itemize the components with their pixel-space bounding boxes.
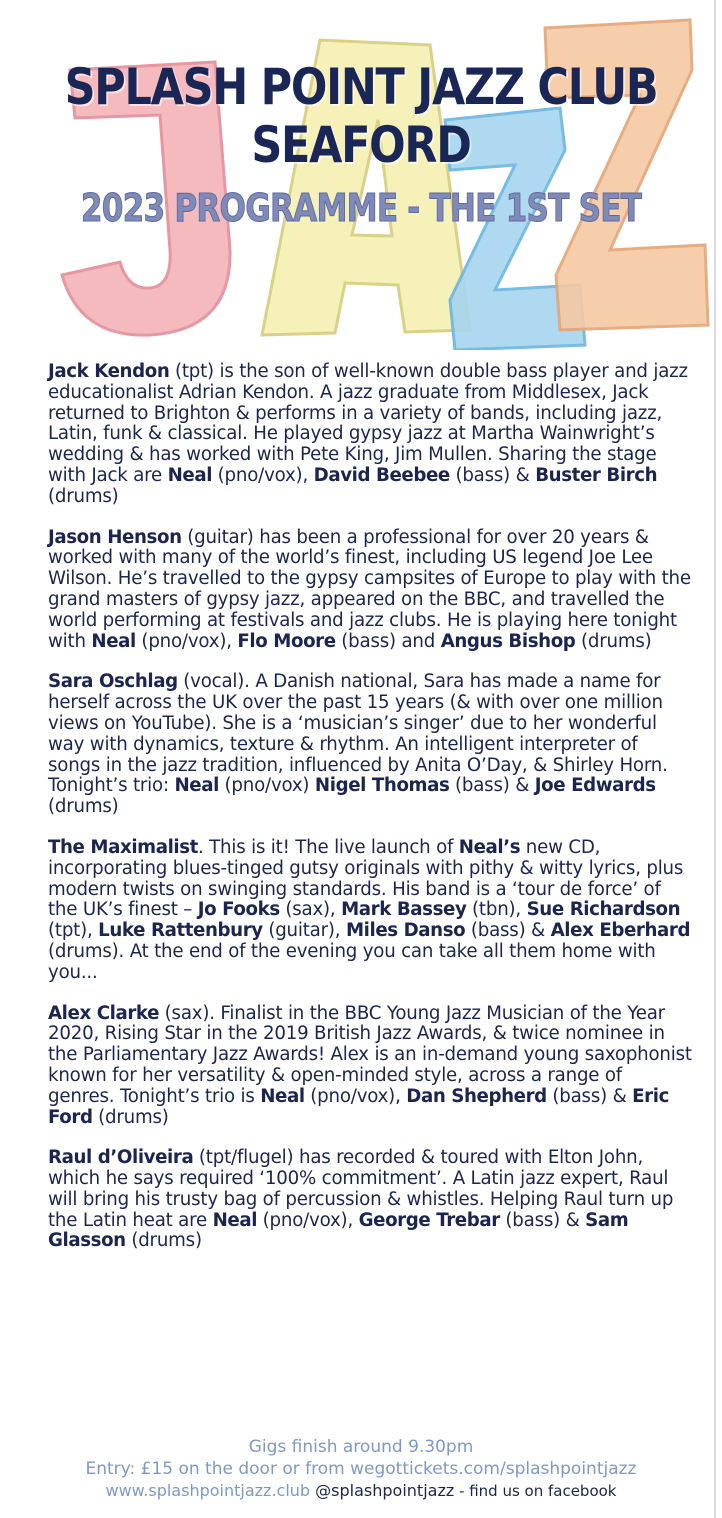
gig-text: (pno/vox), [257, 1209, 359, 1231]
gig-text: (bass) & [499, 1209, 586, 1231]
performer-name: Angus Bishop [440, 630, 576, 652]
gig-text: . This is it! The live launch of [197, 836, 459, 858]
performer-name: Neal [174, 775, 219, 797]
gig-text: (sax). Finalist in the BBC Young Jazz Musician of the Year 2020, Rising Star in the 2019 British Jazz Awards, & twice nominee in the Parliamentary Jazz Awards! Alex is an in-demand young saxophonist known for her versatility & open-minded style, across a range of genres. Tonight’s trio is [48, 1002, 692, 1107]
gig-paragraph-5 [48, 1004, 692, 1129]
gig-text: (drums) [48, 485, 119, 507]
performer-name: Raul d’Oliveira [48, 1147, 194, 1169]
performer-name: Jason Henson [48, 526, 182, 548]
social-handle[interactable]: @splashpointjazz [315, 1481, 455, 1500]
gig-paragraph-6 [48, 1148, 692, 1252]
performer-name: The Maximalist [48, 836, 198, 858]
performer-name: Jo Fooks [197, 899, 280, 921]
club-title: SPLASH POINT JAZZ CLUB [64, 58, 658, 116]
footer [0, 1436, 722, 1502]
gig-text: (bass) and [335, 630, 441, 652]
performer-name: Flo Moore [237, 630, 336, 652]
performer-name: Neal’s [458, 836, 521, 858]
performer-name: Sam Glasson [48, 1209, 629, 1252]
gig-text: (drums) [92, 1106, 169, 1128]
performer-name: Alex Eberhard [550, 920, 691, 942]
gig-paragraph-1 [48, 362, 692, 508]
website-link[interactable]: www.splashpointjazz.club [105, 1481, 311, 1500]
gig-paragraph-3 [48, 672, 692, 818]
gig-finish-time: Gigs finish around 9.30pm [248, 1437, 474, 1457]
performer-name: George Trebar [358, 1209, 500, 1231]
performer-name: David Beebee [313, 464, 450, 486]
performer-name: Neal [212, 1209, 258, 1231]
gig-text: (tbn), [466, 899, 527, 921]
programme-subtitle: 2023 PROGRAMME - THE 1ST SET [80, 186, 642, 230]
facebook-note: - find us on facebook [454, 1482, 617, 1500]
performer-name: Neal [167, 464, 213, 486]
performer-name: Dan Shepherd [406, 1085, 547, 1107]
gig-text: new CD, incorporating blues-tinged gutsy originals with pithy & witty lyrics, plus modern twists on swinging standards. His band is a ‘tour de force’ of the UK’s finest – [48, 836, 684, 921]
performer-name: Nigel Thomas [314, 775, 450, 797]
contact-line [0, 1480, 722, 1502]
performer-name: Mark Bassey [341, 899, 467, 921]
gig-text: (tpt/flugel) has recorded & toured with Elton John, which he says required ‘100% commitment’. A Latin jazz expert, Raul will bring his trusty bag of percussion & whistles. Helping Raul turn up the Latin heat are [48, 1147, 674, 1231]
gig-text: (pno/vox) [218, 775, 315, 797]
gig-text: (bass) & [449, 775, 535, 797]
performer-name: Sara Oschlag [48, 671, 178, 693]
gig-text: (bass) & [465, 920, 551, 942]
performer-name: Buster Birch [535, 464, 658, 486]
gig-text: (drums) [48, 796, 119, 818]
performer-name: Miles Danso [345, 920, 466, 942]
performer-name: Sue Richardson [526, 899, 681, 921]
gig-text: (bass) & [546, 1085, 633, 1107]
page-edge [714, 0, 716, 1518]
performer-name: Jack Kendon [48, 361, 170, 382]
performer-name: Eric Ford [48, 1085, 669, 1128]
gig-text: (bass) & [449, 464, 536, 486]
gig-text: (pno/vox), [212, 464, 314, 486]
performer-name: Neal [91, 630, 136, 652]
club-location: SEAFORD [251, 116, 471, 174]
programme-listing [48, 362, 692, 1272]
gig-text: (pno/vox), [304, 1085, 407, 1107]
performer-name: Luke Rattenbury [98, 920, 263, 942]
gig-text: (drums) [125, 1230, 202, 1252]
performer-name: Alex Clarke [48, 1002, 160, 1024]
gig-text: (drums). At the end of the evening you can take all them home with you... [48, 940, 656, 983]
gig-text: (tpt), [48, 920, 99, 942]
gig-text: (pno/vox), [135, 630, 238, 652]
entry-info: Entry: £15 on the door or from wegottickets.com/splashpointjazz [85, 1459, 637, 1479]
gig-text: (guitar), [262, 920, 346, 942]
performer-name: Joe Edwards [534, 775, 656, 797]
gig-text: (drums) [575, 630, 652, 652]
gig-text: (guitar) has been a professional for over 20 years & worked with many of the world’s finest, including US legend Joe Lee Wilson. He’s travelled to the gypsy campsites of Europe to play with the grand masters of gypsy jazz, appeared on the BBC, and travelled the world performing at festivals and jazz clubs. He is playing here tonight with [48, 526, 691, 652]
performer-name: Neal [260, 1085, 305, 1107]
gig-paragraph-2 [48, 528, 692, 653]
gig-paragraph-4 [48, 838, 692, 984]
gig-text: (vocal). A Danish national, Sara has made a name for herself across the UK over the past 15 years (& with over one million views on YouTube). She is a ‘musician’s singer’ due to her wonderful way with dynamics, texture & rhythm. An intelligent interpreter of songs in the jazz tradition, influenced by Anita O’Day, & Shirley Horn. Tonight’s trio: [48, 671, 668, 797]
gig-text: (tpt) is the son of well-known double bass player and jazz educationalist Adrian Kendon. A jazz graduate from Middlesex, Jack returned to Brighton & performs in a variety of bands, including jazz, Latin, funk & classical. He played gypsy jazz at Martha Wainwright’s wedding & has worked with Pete King, Jim Mullen. Sharing the stage with Jack are [48, 361, 688, 486]
header [0, 58, 722, 230]
gig-text: (sax), [279, 899, 342, 921]
